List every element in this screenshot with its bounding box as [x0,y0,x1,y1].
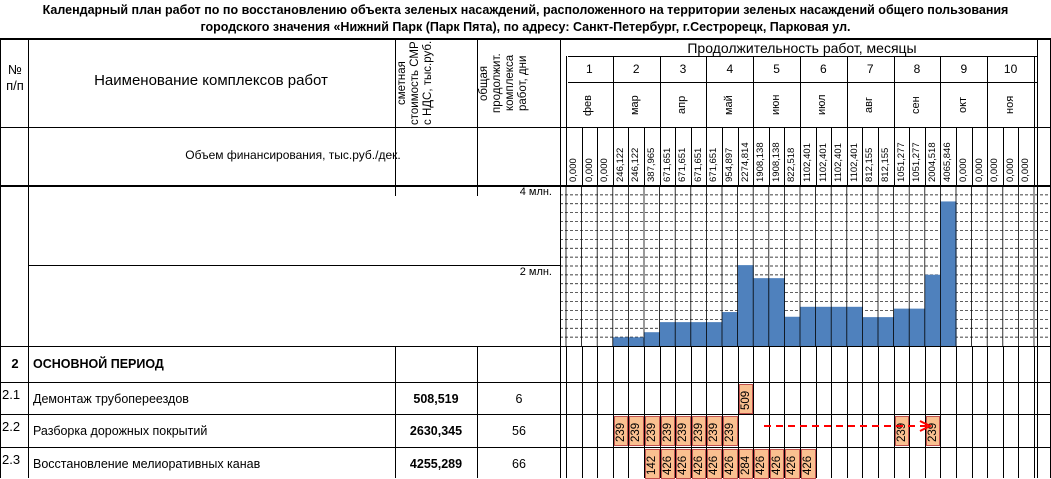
gantt-cell-value: 426 [755,455,768,475]
gantt-cell [676,449,691,479]
gantt-cell-value: 509 [739,390,752,410]
gantt-cell-value: 426 [770,455,783,475]
gantt-cell [676,416,691,446]
gantt-cell [723,416,738,446]
header-cost: сметная стоимость СМР с НДС, тыс.руб. [396,40,434,126]
gantt-cell [661,449,676,479]
chart-bar [628,337,644,346]
header-name: Наименование комплексов работ [94,72,328,89]
financing-value: 0,000 [989,158,1001,182]
financing-value: 1908,138 [755,142,767,182]
chart-bar [738,265,754,346]
gantt-cell-value: 239 [630,422,643,442]
row-num: 2.3 [2,452,21,467]
title-line-2: городского значения «Нижний Парк (Парк Пята), по адресу: Санкт-Петербург, г.Сестрорецк, Парковая ул. [200,20,851,34]
financing-value: 0,000 [958,158,969,182]
chart-bar [878,317,894,346]
month-number: 2 [632,62,640,76]
financing-value: 0,000 [1020,158,1032,182]
financing-value: 1102,401 [802,143,813,182]
gantt-cell [692,416,707,446]
title-line-1: Календарный план работ по по восстановлению объекта зеленых насаждений, расположенного на территории зеленых насаждений общего пользования [42,3,1009,17]
financing-value: 387,965 [646,147,657,182]
row-num: 2.1 [2,387,21,402]
row-name: Восстановление мелиоративных канав [33,457,261,471]
row-name: Разборка дорожных покрытий [33,424,208,438]
gantt-cell-value: 426 [786,455,799,475]
section-name: ОСНОВНОЙ ПЕРИОД [33,357,164,371]
financing-value: 1051,277 [911,142,923,182]
gantt-cell [785,449,800,479]
month-number: 10 [1003,62,1018,76]
gantt-cell-value: 426 [802,455,814,475]
gantt-cell [629,416,644,446]
gantt-cell-value: 239 [661,422,674,442]
chart-bar [675,322,691,346]
gantt-cell [707,416,722,446]
chart-bar [800,307,816,346]
gantt-cell [661,416,676,446]
gantt-cell-value: 239 [692,422,705,442]
chart-bar [862,317,878,346]
financing-value: 246,122 [614,147,626,182]
gantt-cell-value: 239 [895,422,908,442]
gantt-cell-value: 426 [661,455,674,475]
gantt-cell [692,449,707,479]
gantt-cell [739,449,754,479]
month-name: июл [816,94,829,116]
month-number: 3 [679,62,687,76]
gantt-cell-value: 426 [708,455,721,475]
row-days: 56 [512,424,526,438]
chart-bar [894,309,910,346]
financing-value: 0,000 [1004,158,1016,182]
month-name: ноя [1003,95,1016,115]
gantt-cell [614,416,629,446]
financing-value: 1908,138 [770,142,782,182]
financing-value: 822,518 [786,147,798,182]
month-name: апр [676,95,688,115]
financing-value: 671,651 [692,147,704,182]
chart-bar [784,317,800,346]
financing-value: 2274,814 [739,142,751,182]
y-tick-4m: 4 млн. [519,186,552,198]
header-duration: общая продолжит. комплекса работ, дни [478,53,529,113]
chart-bar [722,312,738,346]
section-num: 2 [11,356,19,371]
gantt-cell-value: 426 [677,455,690,475]
gantt-cell-value: 284 [739,455,752,475]
chart-bar [644,332,660,346]
row-num: 2.2 [2,419,21,434]
gantt-cell-value: 142 [646,455,658,475]
gantt-cell-value: 239 [708,422,721,442]
month-number: 5 [773,62,780,76]
chart-bar [909,309,925,346]
financing-value: 2004,518 [926,142,938,182]
financing-value: 1102,401 [848,143,860,182]
gantt-cell-value: 239 [677,422,690,442]
gantt-cell [739,384,754,414]
month-number: 1 [586,62,593,76]
financing-value: 671,651 [677,147,689,182]
financing-value: 0,000 [568,158,579,182]
financing-value: 4065,846 [942,142,954,182]
gantt-cell-value: 426 [692,455,705,475]
month-number: 7 [866,62,874,76]
gantt-cell-value: 239 [646,422,658,442]
financing-value: 671,651 [708,147,720,182]
financing-value: 1102,401 [817,143,829,182]
month-number: 9 [960,62,968,76]
chart-bar [769,278,785,346]
chart-bar [847,307,863,346]
chart-bar [816,307,832,346]
gantt-cell [707,449,722,479]
header-num: № п/п [6,62,24,93]
gantt-cell-value: 239 [614,422,627,442]
gantt-cell-value: 239 [926,422,939,442]
month-number: 8 [913,62,921,76]
gantt-cell [754,449,769,479]
financing-value: 671,651 [661,147,673,182]
chart-bar [925,275,941,346]
gantt-cell [645,416,660,446]
month-name: мар [629,95,642,115]
dashed-arrow [760,418,940,434]
financing-value: 1051,277 [895,142,907,182]
month-name: авг [863,97,876,113]
gantt-cell-value: 239 [724,422,736,442]
financing-value: 0,000 [973,158,985,182]
gantt-cell [723,449,738,479]
month-name: окт [956,96,969,114]
financing-value: 812,155 [864,147,876,182]
financing-value: 954,897 [724,147,735,182]
month-number: 6 [820,62,827,76]
gantt-cell-value: 426 [724,455,736,475]
page-title [0,0,1051,38]
chart-bar [660,322,676,346]
financing-value: 1102,401 [833,143,845,182]
financing-value: 246,122 [630,147,642,182]
financing-value: 0,000 [599,158,611,182]
gantt-cell [801,449,816,479]
financing-chart [560,186,1050,346]
financing-value: 0,000 [583,158,595,182]
month-name: фев [582,94,595,116]
row-cost: 508,519 [413,392,459,406]
gantt-cell [770,449,785,479]
chart-bar [753,278,769,346]
chart-bar [613,337,629,346]
month-number: 4 [726,62,734,76]
chart-bar [691,322,707,346]
chart-bar [706,322,722,346]
chart-bar [940,201,956,346]
row-cost: 4255,289 [409,457,463,471]
y-tick-2m: 2 млн. [519,266,552,278]
header-months-title: Продолжительность работ, месяцы [687,40,917,56]
row-days: 6 [515,392,523,406]
row-name: Демонтаж трубопереездов [33,392,189,406]
gantt-cell [645,449,660,479]
row-cost: 2630,345 [409,424,463,438]
month-name: июн [769,94,782,116]
month-name: сен [910,96,922,114]
header-financing: Объем финансирования, тыс.руб./дек. [185,148,401,162]
chart-bar [831,307,847,346]
month-name: май [722,95,735,115]
financing-value: 812,155 [880,147,891,182]
row-days: 66 [512,457,526,471]
